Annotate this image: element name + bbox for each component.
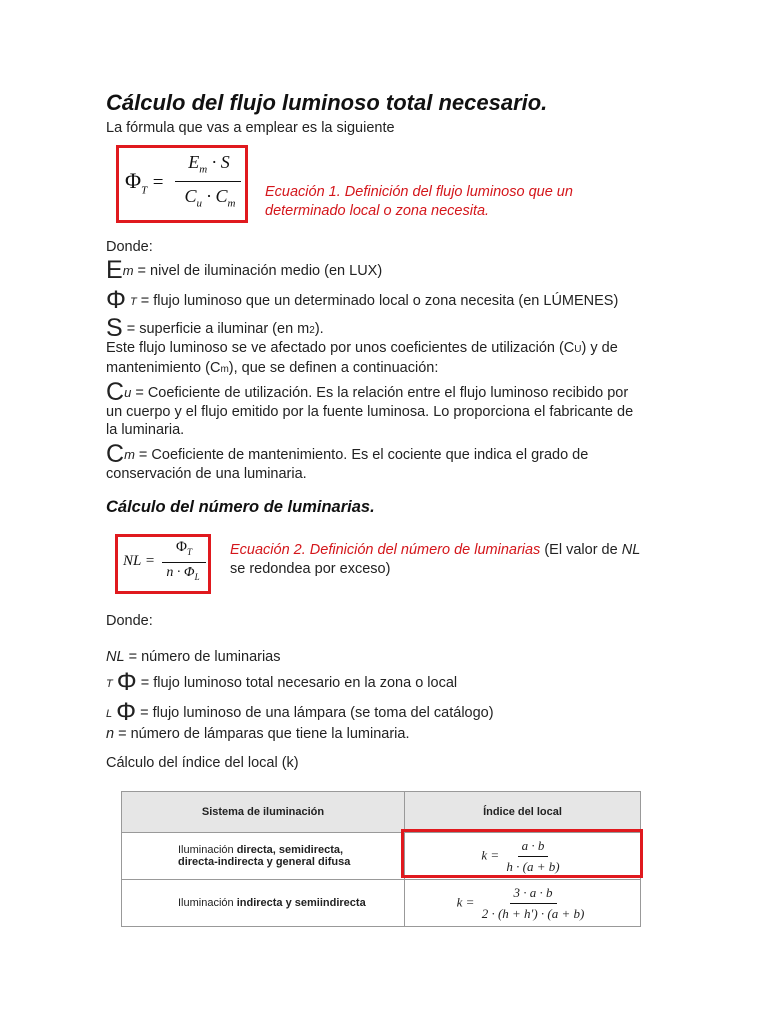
coef-paragraph: Este flujo luminoso se ve afectado por unos coeficientes de utilización (CU) y de mantenimiento (Cm), que se definen a continuación: [106, 340, 618, 376]
phi-symbol: Φ [125, 168, 142, 193]
eq2-denominator: $n \cdot \Phi_L$ [166, 565, 200, 582]
phi-sub: T [141, 184, 148, 197]
def-cm: Cm = Coeficiente de mantenimiento. Es el cociente que indica el grado de conservación de una luminaria. [106, 440, 589, 482]
table-header-index: Índice del local [405, 792, 641, 833]
eq1-numerator: $E_m \cdot S$ [188, 152, 230, 176]
table-cell-system-1: Iluminación directa, semidirecta, directa-indirecta y general difusa [122, 833, 405, 880]
eq2-lhs: NL = [123, 553, 155, 569]
donde-label-2: Donde: [106, 613, 153, 629]
page-title: Cálculo del flujo luminoso total necesario. [106, 90, 548, 115]
index-heading: Cálculo del índice del local (k) [106, 755, 299, 771]
intro-text: La fórmula que vas a emplear es la siguiente [106, 120, 395, 136]
def-cu: Cu = Coeficiente de utilización. Es la relación entre el flujo luminoso recibido por un cuerpo y el flujo emitido por la fuente luminosa. Lo proporciona el fabricante de la luminaria. [106, 378, 634, 438]
equation-1-box: $\Phi_T$ = $E_m \cdot S$ $C_u \cdot C_m$ [116, 145, 248, 223]
donde-label-1: Donde: [106, 239, 153, 255]
def-s: S = superficie a iluminar (en m2). [106, 314, 324, 342]
table-header-row [122, 792, 641, 833]
def-phi-total: T Φ = flujo luminoso total necesario en la zona o local [106, 668, 458, 696]
def-em: Em = nivel de iluminación medio (en LUX) [106, 256, 383, 284]
table-cell-system-2: Iluminación indirecta y semiindirecta [122, 880, 405, 927]
def-phi-lamp: L Φ = flujo luminoso de una lámpara (se toma del catálogo) [106, 698, 494, 726]
table-row [122, 880, 641, 927]
table-cell-formula-2: k = $\frac{3 \cdot a \cdot b}{2 \cdot (h + h') \cdot (a + b)}$ [405, 880, 641, 927]
eq2-numerator: $\Phi_T$ [176, 539, 192, 557]
equation-1-caption: Ecuación 1. Definición del flujo luminoso que un determinado local o zona necesita. [265, 184, 573, 219]
def-n: n = número de lámparas que tiene la luminaria. [106, 726, 410, 742]
def-nl: NL = número de luminarias [106, 649, 281, 665]
eq2-fraction-bar [162, 562, 206, 563]
eq1-fraction-bar [175, 181, 241, 182]
table-header-system: Sistema de iluminación [122, 792, 405, 833]
section-heading-luminarias: Cálculo del número de luminarias. [106, 498, 375, 516]
highlight-box [401, 829, 643, 878]
table-cell-formula-1: k = $\frac{a \cdot b}{h \cdot (a + b)}$ [405, 833, 641, 880]
def-phi-t: Φ T = flujo luminoso que un determinado local o zona necesita (en LÚMENES) [106, 286, 619, 314]
eq1-denominator: $C_u \cdot C_m$ [184, 186, 236, 210]
equation-2-caption: Ecuación 2. Definición del número de luminarias (El valor de NL se redondea por exceso) [230, 542, 641, 577]
equation-2-box [115, 534, 211, 594]
